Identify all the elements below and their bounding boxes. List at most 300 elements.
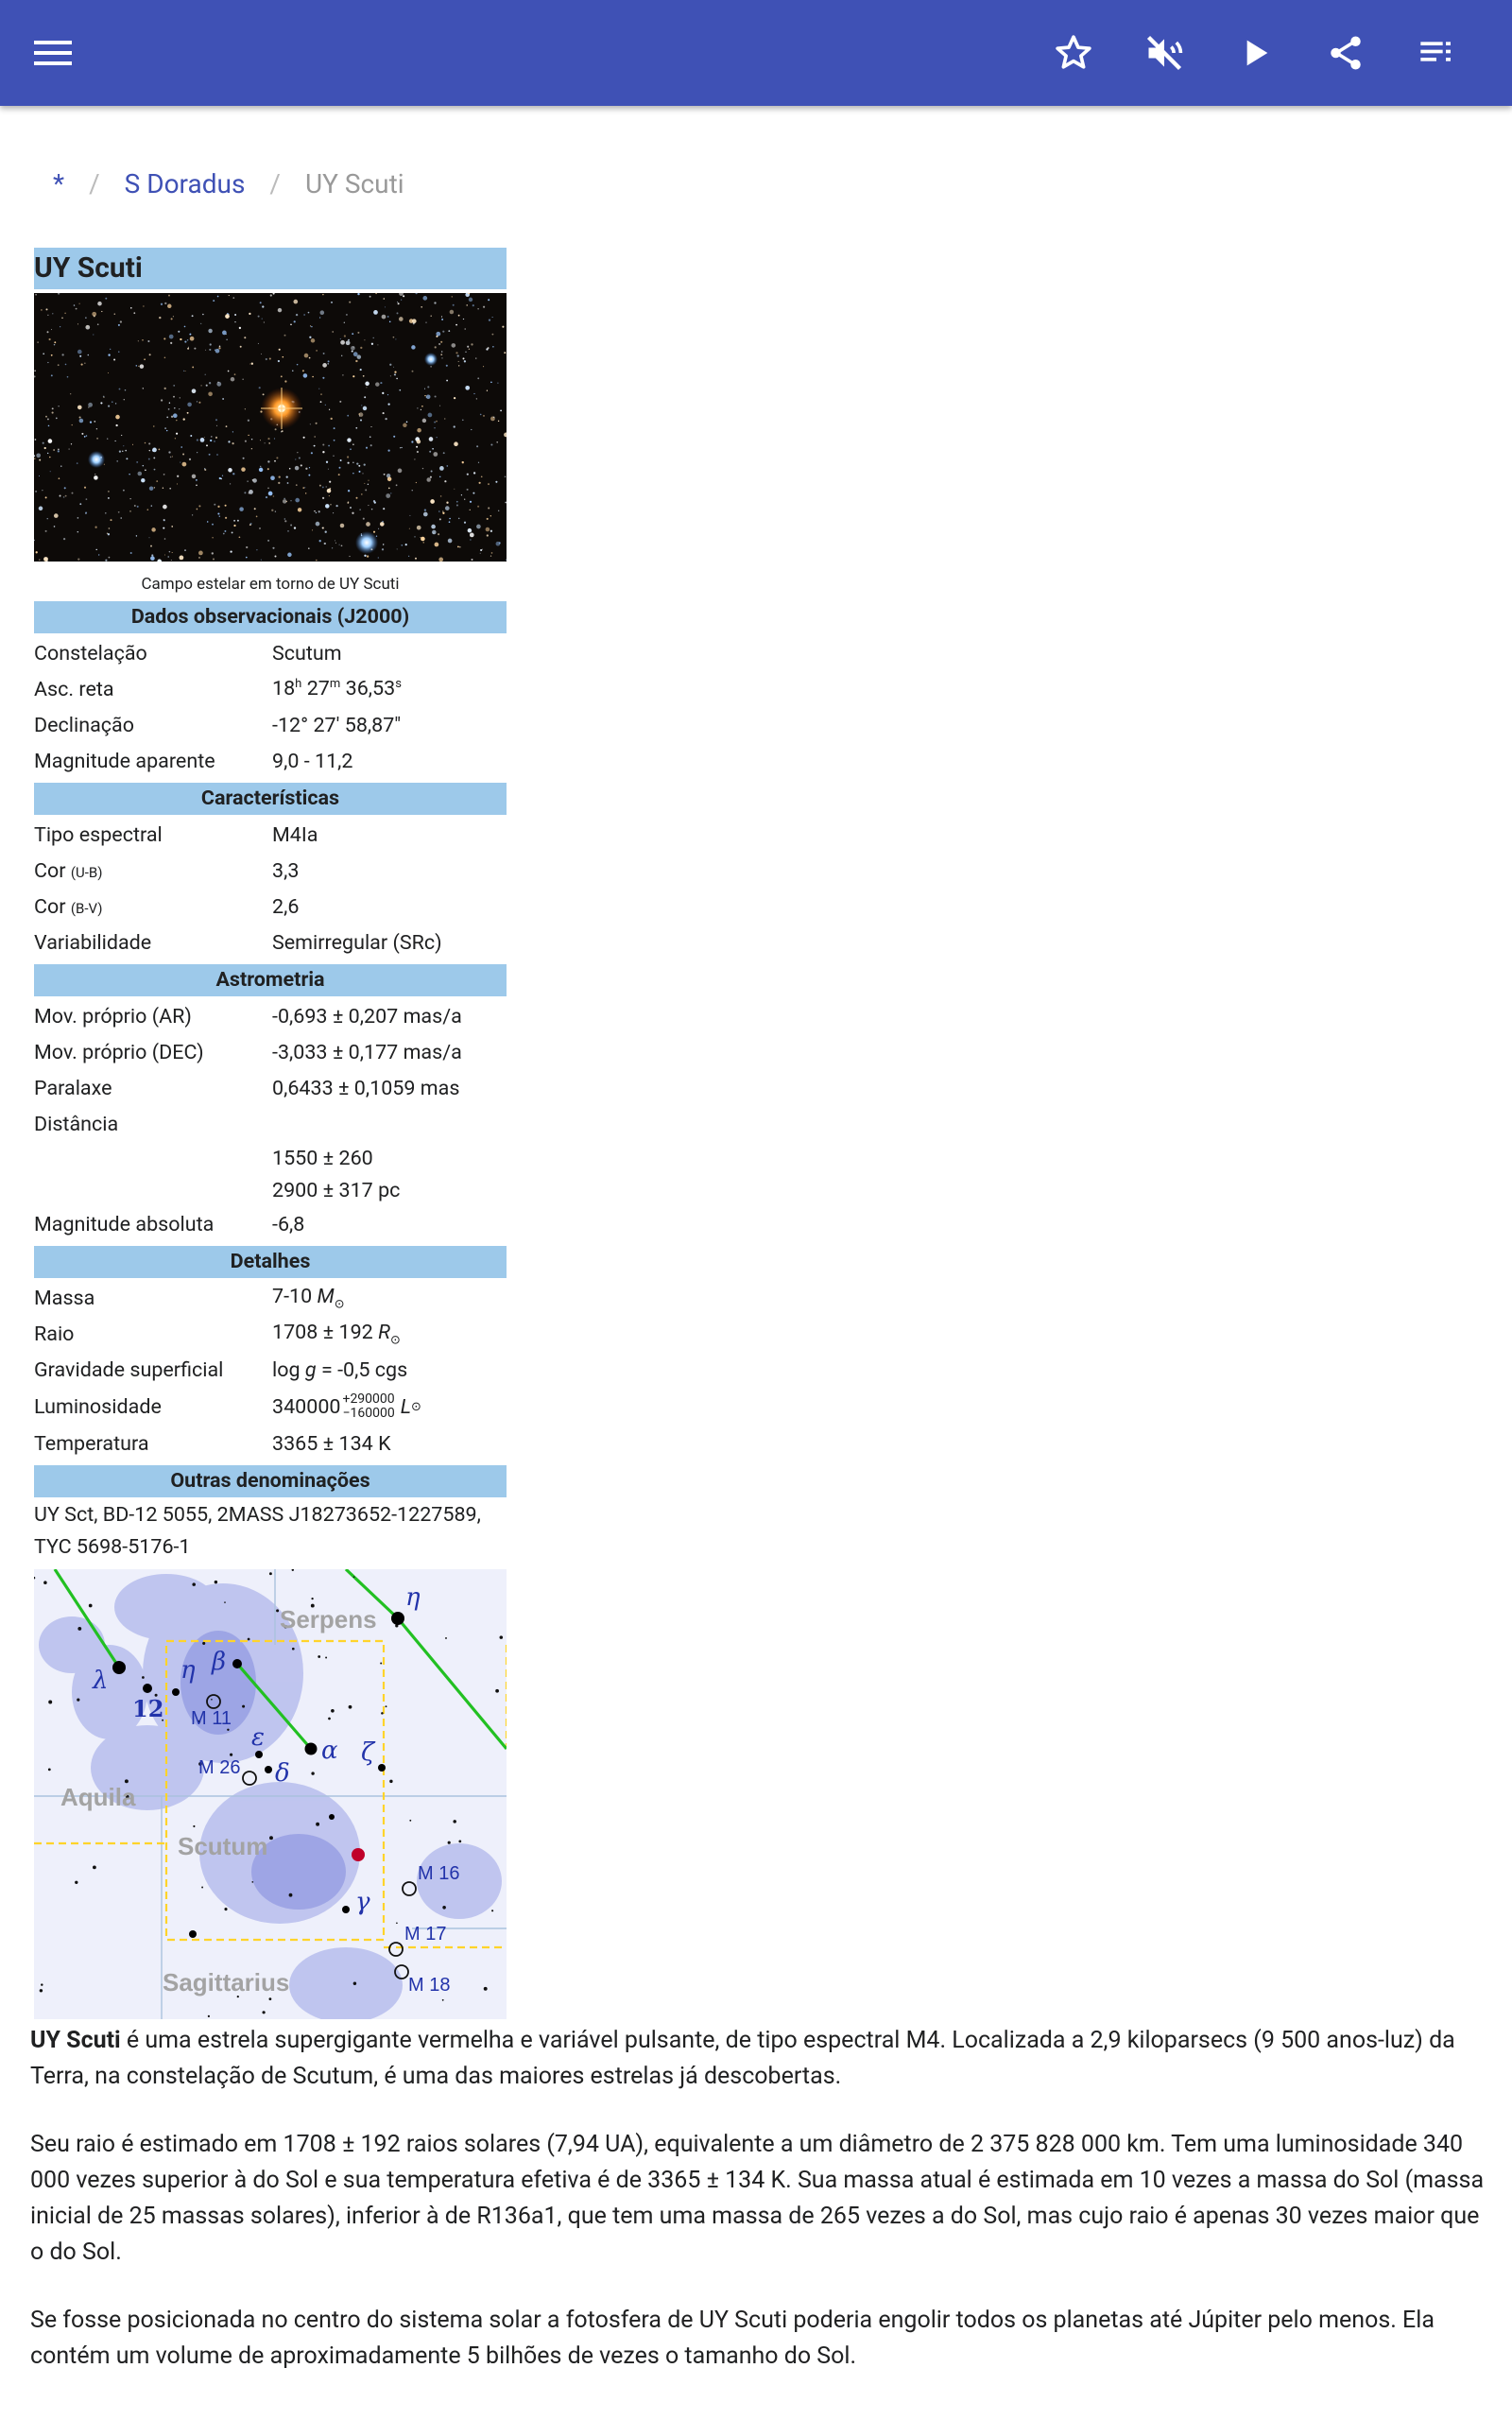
star-dot: [196, 479, 198, 481]
star-dot: [216, 454, 217, 455]
menu-icon[interactable]: [26, 26, 79, 79]
row-label[interactable]: Raio: [34, 1322, 75, 1346]
star-dot: [436, 421, 438, 423]
star-dot: [366, 522, 370, 527]
star-dot: [426, 477, 430, 481]
star-dot: [342, 374, 343, 375]
star-dot: [217, 506, 219, 508]
breadcrumb-parent[interactable]: S Doradus: [124, 168, 246, 199]
star-dot: [230, 483, 231, 484]
star-dot: [395, 338, 396, 339]
solar-radius-unit[interactable]: R: [378, 1320, 390, 1344]
star-dot: [197, 509, 198, 510]
star-dot: [34, 458, 35, 459]
map-label-beta: β: [212, 1648, 227, 1676]
star-dot: [81, 433, 83, 435]
star-dot: [147, 509, 149, 510]
solar-luminosity-unit[interactable]: L: [400, 1394, 411, 1419]
star-dot: [383, 508, 385, 510]
star-dot: [308, 312, 310, 314]
star-dot: [141, 478, 145, 482]
star-dot: [490, 381, 492, 383]
star-dot: [209, 349, 211, 351]
star-dot: [258, 343, 259, 344]
star-dot: [163, 505, 167, 510]
star-dot: [164, 554, 165, 555]
star-dot: [446, 380, 448, 382]
star-dot: [168, 408, 170, 410]
star-dot: [417, 526, 421, 530]
star-dot: [363, 375, 365, 377]
star-dot: [161, 303, 163, 305]
star-dot: [328, 469, 329, 470]
star-dot: [394, 373, 396, 375]
star-dot: [284, 498, 285, 499]
star-dot: [406, 421, 408, 423]
star-dot: [168, 451, 170, 453]
star-dot: [446, 465, 448, 467]
star-dot: [213, 300, 215, 302]
row-label[interactable]: Luminosidade: [34, 1394, 162, 1419]
row-label[interactable]: Variabilidade: [34, 930, 152, 955]
row-label[interactable]: Gravidade superficial: [34, 1357, 224, 1382]
star-dot: [138, 366, 139, 367]
star-dot: [340, 340, 345, 345]
map-star-dot: [442, 1906, 446, 1910]
star-dot: [357, 354, 362, 359]
star-dot: [430, 476, 432, 478]
map-star-dot: [43, 1581, 47, 1584]
map-star-dot: [409, 1820, 411, 1822]
star-dot: [325, 405, 326, 406]
star-dot: [470, 539, 471, 540]
star-dot: [190, 337, 195, 341]
map-star-dot: [318, 1655, 320, 1658]
star-dot: [456, 501, 458, 503]
star-dot: [316, 522, 320, 527]
star-dot: [107, 533, 108, 534]
star-dot: [272, 547, 274, 549]
star-dot: [267, 540, 269, 542]
star-dot: [352, 351, 353, 353]
star-dot: [67, 376, 69, 378]
star-dot: [411, 345, 415, 349]
star-dot: [468, 528, 472, 533]
infobox: [34, 248, 507, 2019]
star-dot: [211, 436, 213, 438]
star-dot: [105, 298, 107, 300]
row-value: [272, 1321, 507, 1347]
map-star-dot: [353, 1576, 355, 1578]
star-dot: [432, 530, 437, 535]
star-dot: [295, 498, 300, 503]
star-dot: [244, 492, 246, 493]
star-dot: [435, 346, 437, 348]
star-dot: [136, 535, 137, 536]
star-dot: [457, 546, 459, 548]
star-dot: [356, 497, 358, 499]
star-dot: [442, 512, 444, 514]
constellation-map[interactable]: [34, 1569, 507, 2019]
star-dot: [217, 512, 219, 514]
star-dot: [440, 341, 442, 343]
star-dot: [248, 420, 249, 422]
star-dot: [173, 385, 175, 387]
map-star-dot: [442, 1999, 444, 2001]
star-dot: [436, 336, 438, 337]
star-dot: [177, 475, 179, 477]
image-caption: Campo estelar em torno de UY Scuti: [141, 575, 400, 594]
luminosity-upper: +290000: [342, 1392, 395, 1407]
star-dot: [105, 512, 107, 514]
star-dot: [312, 376, 314, 378]
star-dot: [151, 527, 155, 531]
map-label-12: 12: [132, 1695, 164, 1722]
map-label-m16: M 16: [418, 1863, 460, 1884]
star-dot: [202, 314, 204, 316]
star-dot: [231, 377, 235, 382]
star-dot: [402, 447, 403, 448]
star-dot: [93, 334, 94, 335]
star-dot: [387, 316, 388, 317]
star-dot: [86, 435, 88, 437]
star-dot: [108, 497, 110, 499]
star-dot: [377, 344, 378, 345]
star-dot: [446, 502, 448, 504]
star-dot: [344, 322, 345, 323]
star-dot: [348, 339, 350, 341]
star-dot: [123, 490, 125, 492]
star-dot: [81, 364, 83, 366]
row-value: 3,3: [272, 858, 300, 883]
mute-icon[interactable]: [1138, 26, 1191, 79]
article-paragraph: Se fosse posicionada no centro do sistema solar a fotosfera de UY Scuti poderia engolir todos os planetas até Júpiter pelo menos. Ela contém um volume de aproximadamente 5 bilhões de vezes o tamanho do Sol.: [30, 2307, 1435, 2370]
star-dot: [184, 341, 186, 343]
star-dot: [212, 537, 213, 538]
star-dot: [64, 487, 66, 489]
star-dot: [358, 471, 360, 473]
star-dot: [471, 429, 472, 430]
star-dot: [268, 492, 273, 496]
star-dot: [286, 475, 288, 477]
star-dot: [164, 427, 166, 429]
star-dot: [185, 371, 186, 372]
star-dot: [239, 507, 244, 511]
breadcrumb-home[interactable]: *: [53, 168, 65, 199]
star-dot: [326, 486, 327, 487]
star-dot: [421, 306, 422, 308]
star-dot: [360, 347, 362, 349]
gravity-g: g: [304, 1357, 317, 1382]
star-dot: [444, 480, 446, 482]
star-dot: [60, 465, 61, 466]
star-dot: [311, 452, 313, 454]
star-dot: [332, 331, 334, 333]
star-dot: [58, 364, 60, 366]
article-text: é uma estrela supergigante vermelha e variável pulsante, de tipo espectral M4. Localizada a 2,9 kiloparsecs (9 500 anos-luz) da Terra, na constelação de Scutum, é uma das maiores estrelas já descobertas.: [30, 2027, 1455, 2090]
radius-value: 1708 ± 192: [272, 1320, 373, 1344]
star-dot: [396, 378, 398, 380]
star-dot: [290, 500, 291, 501]
star-dot: [467, 474, 469, 475]
mass-value: 7-10: [272, 1284, 313, 1308]
star-dot: [433, 532, 434, 533]
star-dot: [435, 543, 439, 547]
map-star-dot: [269, 1836, 273, 1840]
star-dot: [143, 305, 144, 306]
star-dot: [387, 394, 388, 395]
star-dot: [368, 484, 369, 485]
star-dot: [134, 505, 136, 507]
star-dot: [357, 332, 359, 334]
star-dot: [150, 545, 152, 547]
star-dot: [425, 321, 426, 322]
star-dot: [69, 449, 70, 450]
share-icon[interactable]: [1319, 26, 1372, 79]
star-dot: [378, 557, 379, 558]
star-dot: [239, 327, 241, 329]
star-dot: [249, 313, 250, 315]
row-label[interactable]: Paralaxe: [34, 1076, 112, 1100]
star-dot: [397, 548, 398, 549]
star-dot: [453, 304, 455, 306]
star-dot: [136, 365, 137, 366]
star-dot: [84, 436, 86, 438]
star-dot: [121, 435, 122, 436]
star-dot: [197, 401, 198, 402]
star-dot: [278, 360, 280, 362]
star-dot: [63, 496, 65, 498]
star-dot: [438, 343, 440, 345]
row-value: 1550 ± 260: [272, 1146, 373, 1170]
star-dot: [180, 446, 182, 448]
star-dot: [475, 358, 476, 359]
star-dot: [204, 469, 206, 471]
map-label-eta: η: [180, 1656, 196, 1685]
star-dot: [422, 296, 427, 301]
star-dot: [335, 505, 337, 507]
star-dot: [39, 559, 40, 560]
star-dot: [458, 518, 460, 520]
star-dot: [340, 524, 345, 528]
star-dot: [115, 415, 120, 420]
star-dot: [380, 382, 382, 384]
map-star-dot: [448, 1841, 451, 1844]
map-star-dot: [289, 1893, 293, 1897]
star-dot: [164, 388, 166, 389]
row-label[interactable]: Mov. próprio (DEC): [34, 1040, 204, 1064]
star-dot: [189, 334, 191, 336]
star-dot: [316, 423, 318, 424]
star-dot: [219, 516, 220, 517]
ra-minutes: 27: [306, 677, 330, 701]
star-dot: [263, 393, 265, 395]
star-dot: [385, 306, 386, 307]
star-dot: [105, 560, 107, 562]
star-dot: [400, 447, 401, 448]
star-dot: [218, 347, 220, 349]
star-icon[interactable]: [1047, 26, 1100, 79]
star-dot: [348, 462, 350, 464]
star-dot: [364, 463, 366, 465]
star-dot: [87, 325, 88, 326]
row-label[interactable]: Mov. próprio (AR): [34, 1004, 192, 1028]
star-dot: [53, 449, 55, 451]
star-dot: [297, 452, 298, 453]
star-dot: [434, 422, 436, 424]
map-star-dot: [500, 1635, 504, 1639]
section-header: Dados observacionais (J2000): [34, 601, 507, 633]
star-dot: [79, 419, 84, 424]
star-dot: [384, 474, 386, 475]
star-dot: [54, 526, 56, 527]
breadcrumb-separator: /: [269, 168, 281, 199]
star-dot: [163, 337, 165, 339]
star-dot: [222, 331, 227, 336]
playlist-icon[interactable]: [1410, 26, 1463, 79]
star-dot: [234, 373, 236, 375]
row-value[interactable]: Semirregular (SRc): [272, 930, 442, 955]
row-value: 3365 ± 134 K: [272, 1431, 391, 1456]
star-dot: [130, 307, 132, 309]
star-dot: [427, 386, 429, 388]
row-label[interactable]: Tipo espectral: [34, 822, 163, 847]
star-dot: [51, 374, 53, 376]
row-label[interactable]: Massa: [34, 1286, 95, 1310]
star-dot: [243, 458, 245, 459]
map-star-dot: [75, 1881, 77, 1884]
row-label: Asc. reta: [34, 677, 114, 701]
row-value[interactable]: Scutum: [272, 641, 342, 666]
star-dot: [267, 488, 268, 489]
map-star-dot: [211, 1699, 213, 1701]
map-star-dot: [41, 1983, 43, 1985]
star-dot: [47, 418, 49, 420]
star-dot: [172, 456, 173, 457]
star-dot: [449, 521, 451, 523]
star-dot: [495, 481, 497, 483]
star-dot: [77, 517, 79, 519]
star-dot: [239, 536, 241, 538]
star-dot: [293, 300, 298, 304]
star-dot: [94, 474, 95, 475]
star-dot: [163, 519, 165, 521]
map-label-lambda: λ: [93, 1667, 109, 1695]
star-dot: [249, 493, 250, 494]
star-dot: [469, 298, 472, 302]
star-dot: [333, 456, 334, 457]
star-dot: [490, 556, 491, 557]
star-dot: [466, 304, 468, 306]
star-dot: [206, 385, 208, 387]
row-value: -6,8: [272, 1212, 305, 1236]
star-dot: [333, 512, 334, 513]
section-header: Astrometria: [34, 964, 507, 996]
star-dot: [198, 551, 203, 556]
star-dot: [209, 454, 211, 456]
star-dot: [149, 486, 154, 491]
star-dot: [215, 349, 220, 354]
star-dot: [387, 403, 389, 405]
section-header: Outras denominações: [34, 1465, 507, 1497]
star-dot: [439, 518, 441, 520]
star-dot: [226, 425, 228, 427]
star-dot: [488, 347, 490, 349]
star-dot: [259, 387, 261, 389]
star-dot: [462, 419, 464, 421]
star-dot: [225, 505, 227, 507]
star-dot: [370, 444, 372, 446]
map-star-dot: [316, 1823, 319, 1826]
star-dot: [409, 528, 410, 529]
gravity-log: log: [272, 1357, 301, 1382]
star-dot: [123, 445, 124, 446]
row-value: [272, 1285, 507, 1311]
star-dot: [341, 355, 342, 356]
star-dot: [322, 377, 324, 379]
star-dot: [94, 475, 98, 480]
star-dot: [450, 310, 455, 315]
star-dot: [170, 342, 172, 344]
map-label-serpens: Serpens: [280, 1605, 377, 1634]
row-label[interactable]: Distância: [34, 1112, 119, 1136]
star-dot: [328, 360, 330, 362]
star-dot: [384, 298, 386, 300]
star-dot: [334, 440, 335, 441]
star-dot: [276, 457, 278, 458]
star-dot: [224, 530, 226, 532]
star-dot: [200, 438, 205, 442]
row-label[interactable]: Temperatura: [34, 1431, 149, 1456]
star-dot: [373, 337, 374, 338]
map-star-dot: [386, 1705, 387, 1707]
row-label[interactable]: Magnitude absoluta: [34, 1212, 215, 1236]
star-dot: [303, 437, 305, 439]
star-dot: [308, 547, 310, 549]
map-label-sagittarius: Sagittarius: [163, 1968, 290, 1996]
star-dot: [299, 457, 301, 458]
star-dot: [352, 443, 354, 445]
star-dot: [331, 302, 333, 303]
star-dot: [153, 425, 154, 426]
star-dot: [398, 469, 403, 474]
star-dot: [356, 462, 358, 464]
star-dot: [302, 370, 304, 372]
star-dot: [108, 491, 110, 493]
star-dot: [153, 457, 155, 458]
star-dot: [347, 438, 351, 441]
star-field-image[interactable]: [34, 293, 507, 562]
star-dot: [401, 300, 402, 301]
star-dot: [232, 442, 234, 444]
star-dot: [39, 507, 43, 511]
play-icon[interactable]: [1228, 26, 1281, 79]
star-dot: [488, 483, 490, 485]
map-label-alpha: α: [321, 1737, 338, 1765]
star-dot: [292, 371, 293, 372]
map-label-gamma: γ: [355, 1888, 370, 1916]
solar-mass-unit[interactable]: M: [317, 1284, 335, 1308]
star-dot: [232, 473, 234, 475]
ra-seconds: 36,53: [345, 677, 396, 701]
star-dot: [489, 319, 490, 320]
star-dot: [187, 339, 189, 341]
star-dot: [283, 499, 287, 504]
map-label-m17: M 17: [404, 1924, 447, 1945]
star-dot: [164, 302, 166, 304]
star-dot: [502, 326, 504, 328]
star-dot: [273, 495, 275, 497]
